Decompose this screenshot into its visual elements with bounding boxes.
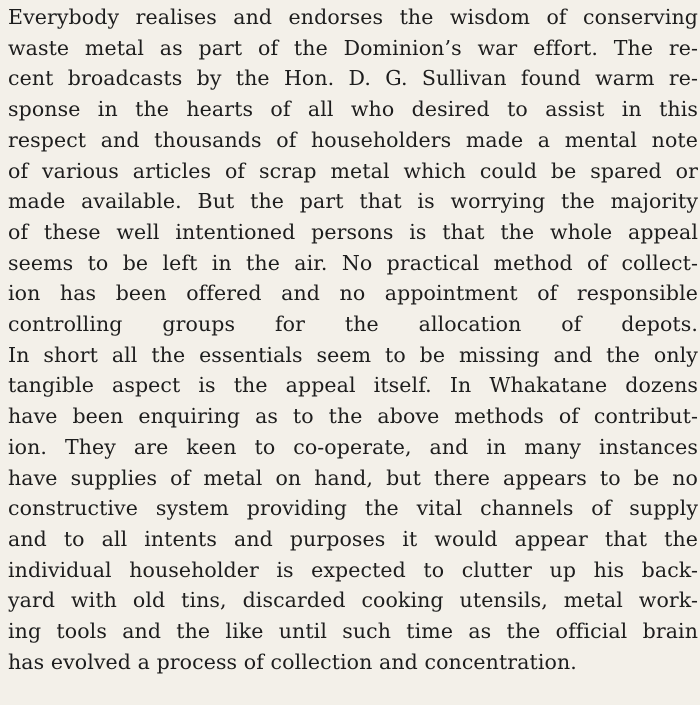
- text-line: In short all the essentials seem to be missing and the only: [8, 342, 698, 367]
- text-line: made available. But the part that is worrying the majority: [8, 189, 698, 214]
- text-line: ing tools and the like until such time as the official brain: [8, 619, 698, 644]
- text-line: cent broadcasts by the Hon. D. G. Sullivan found warm re-: [8, 66, 698, 91]
- text-line: ion has been offered and no appointment of responsible: [8, 281, 698, 306]
- text-line: ion. They are keen to co-operate, and in many instances: [8, 434, 698, 459]
- text-line: of these well intentioned persons is that the whole appeal: [8, 219, 698, 244]
- text-line: tangible aspect is the appeal itself. In Whakatane dozens: [8, 373, 698, 398]
- text-line: have supplies of metal on hand, but there appears to be no: [8, 465, 698, 490]
- text-line: constructive system providing the vital channels of supply: [8, 496, 698, 521]
- text-line: sponse in the hearts of all who desired to assist in this: [8, 97, 698, 122]
- text-line: waste metal as part of the Dominion’s war effort. The re-: [8, 35, 698, 60]
- article-text: [8, 2, 698, 677]
- text-line: have been enquiring as to the above methods of contribut-: [8, 404, 698, 429]
- text-line: individual householder is expected to clutter up his back-: [8, 557, 698, 582]
- text-line-last: has evolved a process of collection and concentration.: [8, 649, 577, 674]
- text-line: respect and thousands of householders made a mental note: [8, 127, 698, 152]
- text-line: Everybody realises and endorses the wisdom of conserving: [8, 5, 698, 29]
- text-line: and to all intents and purposes it would appear that the: [8, 526, 698, 551]
- text-line: yard with old tins, discarded cooking utensils, metal work-: [8, 588, 698, 613]
- text-line: controlling groups for the allocation of depots.: [8, 312, 698, 337]
- text-line: seems to be left in the air. No practical method of collect-: [8, 250, 698, 275]
- text-line: of various articles of scrap metal which could be spared or: [8, 158, 698, 183]
